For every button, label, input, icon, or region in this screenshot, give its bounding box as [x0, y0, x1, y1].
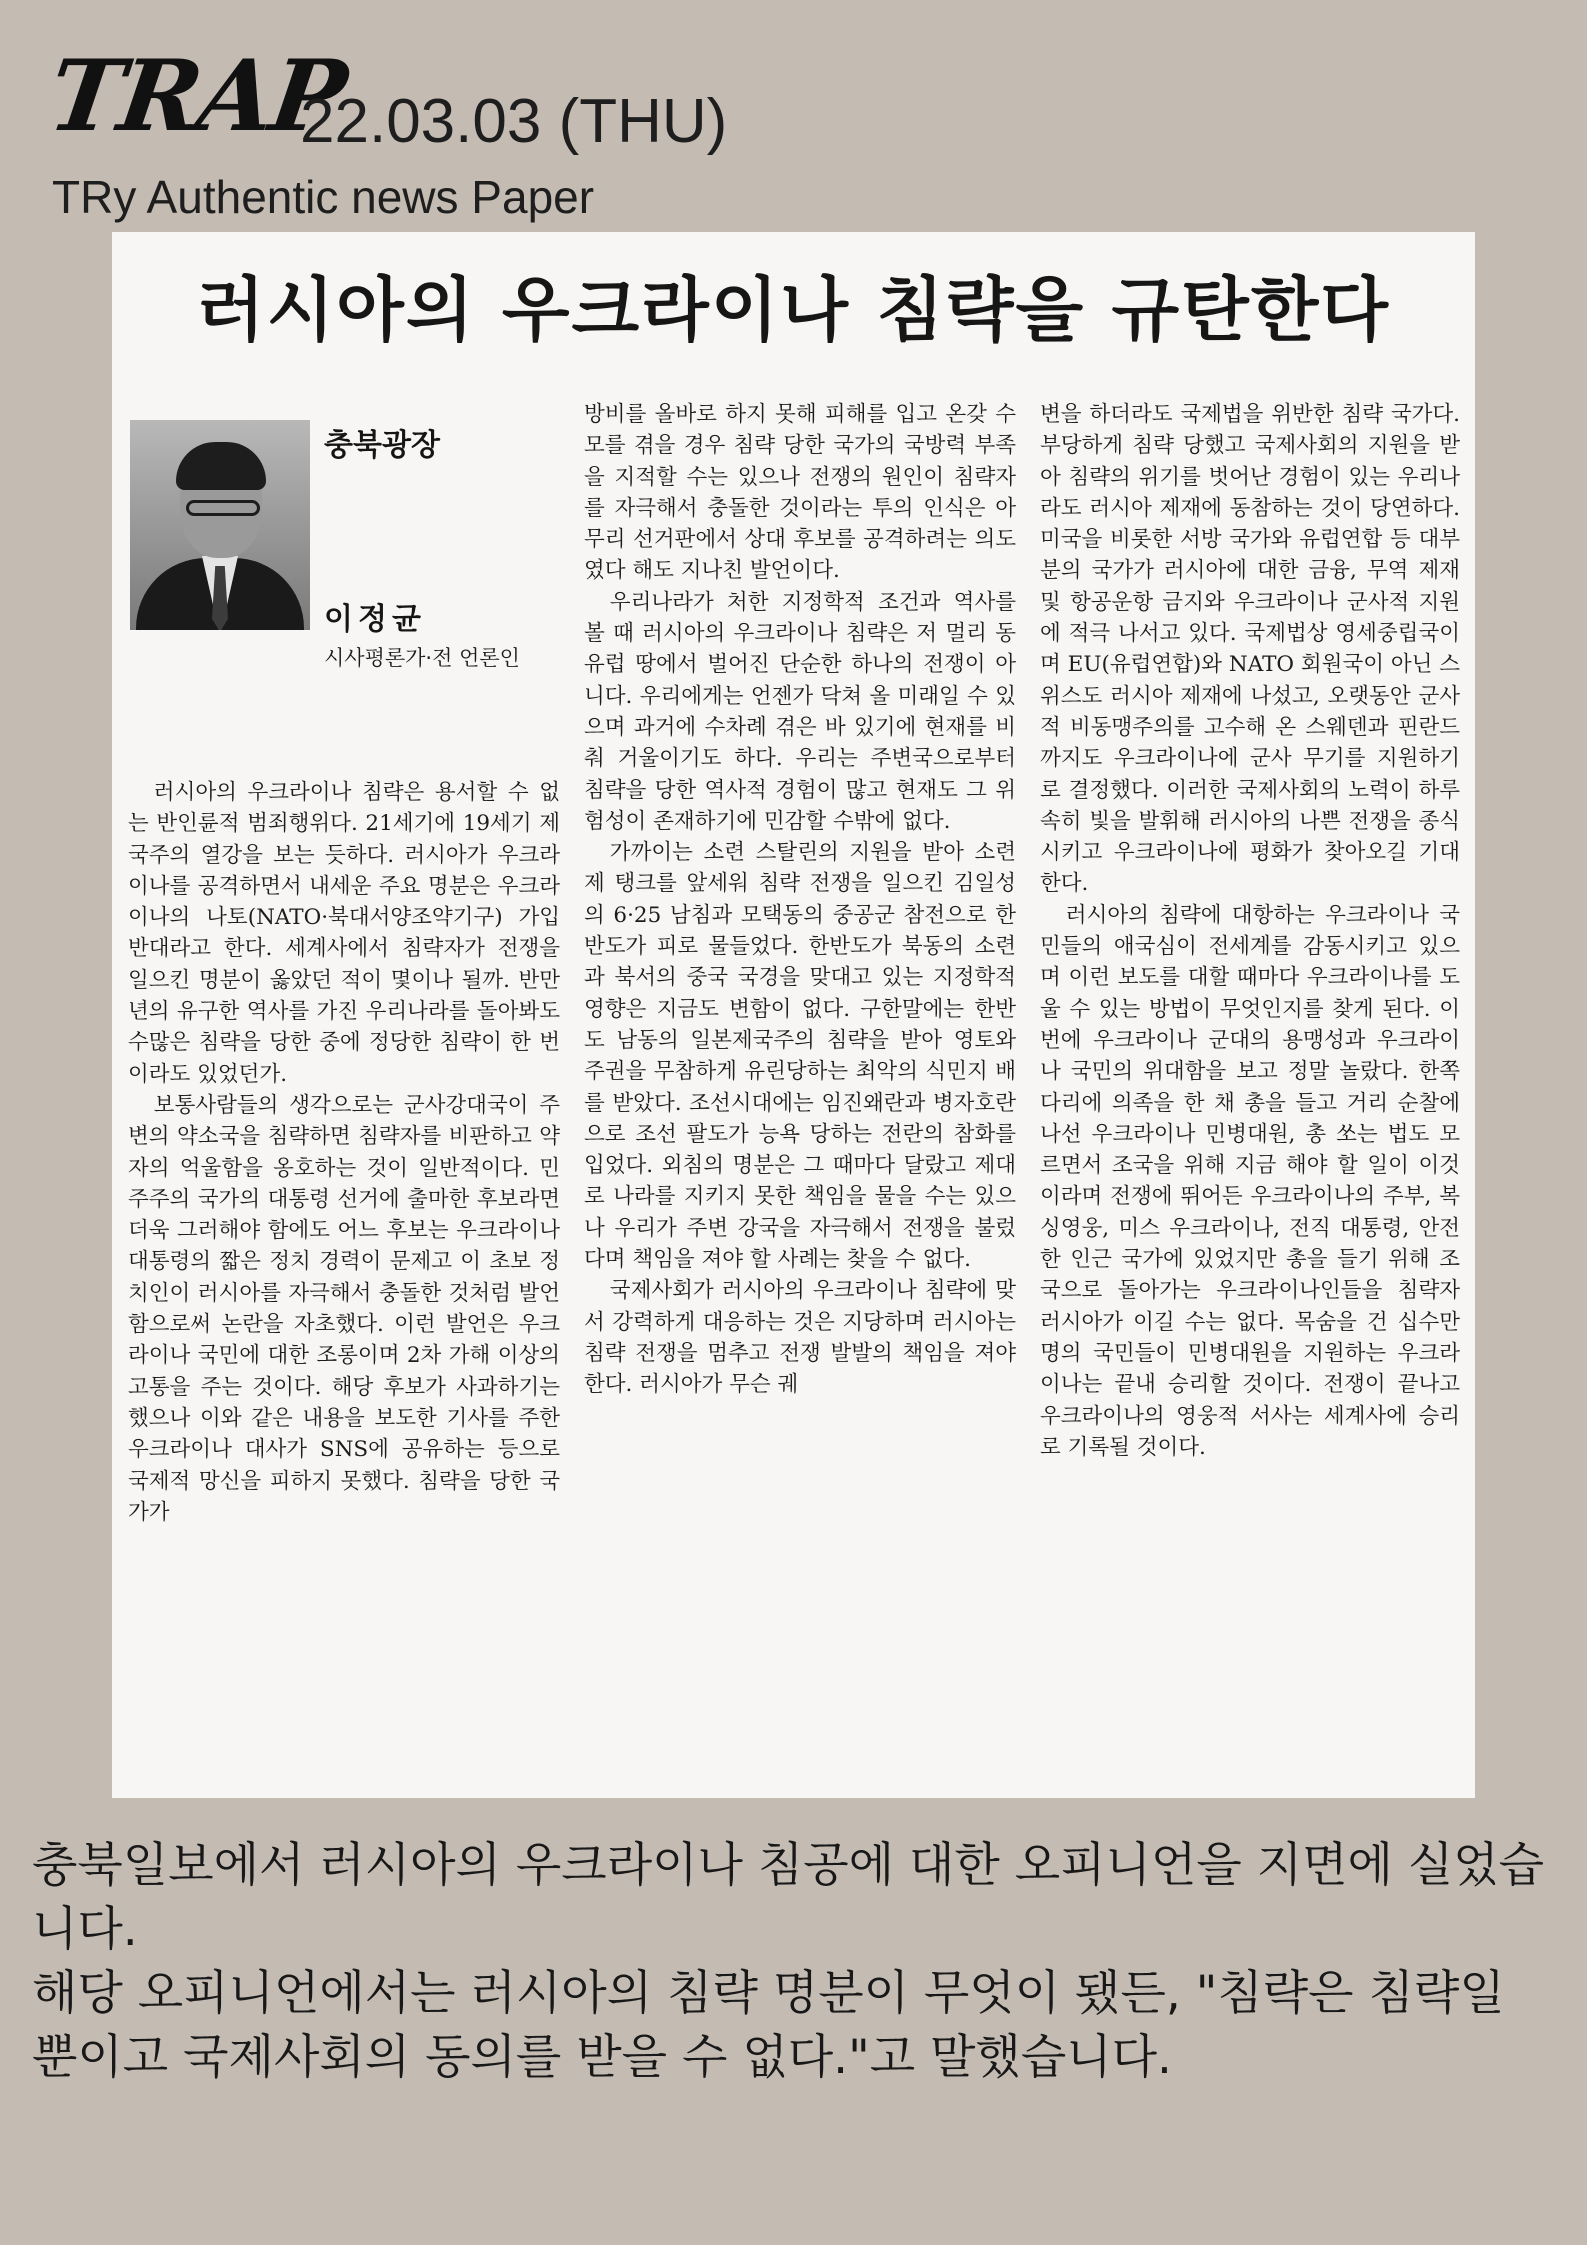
caption-line-2: 해당 오피니언에서는 러시아의 침략 명분이 무엇이 됐든, "침략은 침략일 뿐이고 국제사회의 동의를 받을 수 없다."고 말했습니다. [32, 1966, 1505, 2085]
paragraph: 보통사람들의 생각으로는 군사강대국이 주변의 약소국을 침략하면 침략자를 비판하고 약자의 억울함을 옹호하는 것이 일반적이다. 민주주의 국가의 대통령 선거에 출마한 후보라면 더욱 그러해야 함에도 어느 후보는 우크라이나 대통령의 짧은 정치 경력이 문제고 이 초보 정치인이 러시아를 자극해서 충돌한 것처럼 발언함으로써 논란을 자초했다. 이런 발언은 우크라이나 국민에 대한 조롱이며 2차 가해 이상의 고통을 주는 것이다. 해당 후보가 사과하기는 했으나 이와 같은 내용을 보도한 기사를 주한 우크라이나 대사가 SNS에 공유하는 등으로 국제적 망신을 피하지 못했다. 침략을 당한 국가가 [128, 1092, 560, 1525]
caption-line-1: 충북일보에서 러시아의 우크라이나 침공에 대한 오피니언을 지면에 실었습니다. [32, 1838, 1545, 1957]
author-role: 시사평론가·전 언론인 [324, 646, 520, 670]
photo-hair [176, 442, 266, 490]
paragraph: 방비를 올바로 하지 못해 피해를 입고 온갖 수모를 겪을 경우 침략 당한 국가의 국방력 부족을 지적할 수는 있으나 전쟁의 원인이 침략자를 자극해서 충돌한 것이라는 투의 인식은 아무리 선거판에서 상대 후보를 공격하려는 의도였다 해도 지나친 발언이다. [584, 402, 1016, 584]
trap-logo: TRAP [41, 39, 351, 154]
paragraph: 국제사회가 러시아의 우크라이나 침략에 맞서 강력하게 대응하는 것은 지당하며 러시아는 침략 전쟁을 멈추고 전쟁 발발의 책임을 져야 한다. 러시아가 무슨 궤 [584, 1278, 1016, 1398]
caption [32, 1834, 1562, 2090]
paragraph: 변을 하더라도 국제법을 위반한 침략 국가다. 부당하게 침략 당했고 국제사회의 지원을 받아 침략의 위기를 벗어난 경험이 있는 우리나라도 러시아 제재에 동참하는 것이 당연하다. 미국을 비롯한 서방 국가와 유럽연합 등 대부분의 국가가 러시아에 대한 금융, 무역 제재 및 항공운항 금지와 우크라이나 군사적 지원에 적극 나서고 있다. 국제법상 영세중립국이며 EU(유럽연합)와 NATO 회원국이 아닌 스위스도 러시아 제재에 나섰고, 오랫동안 군사적 비동맹주의를 고수해 온 스웨덴과 핀란드까지도 우크라이나에 군사 무기를 지원하기로 결정했다. 이러한 국제사회의 노력이 하루속히 빛을 발휘해 러시아의 나쁜 전쟁을 종식시키고 우크라이나에 평화가 찾아오길 기대한다. [1040, 402, 1460, 897]
author-name: 이정균 [324, 602, 426, 637]
paragraph: 가까이는 소련 스탈린의 지원을 받아 소련제 탱크를 앞세워 침략 전쟁을 일으킨 김일성의 6·25 남침과 모택동의 중공군 참전으로 한반도가 피로 물들었다. 한반도가 북동의 소련과 북서의 중국 국경을 맞대고 있는 지정학적 영향은 지금도 변함이 없다. 구한말에는 한반도 남동의 일본제국주의 침략을 받아 영토와 주권을 무참하게 유린당하는 최악의 식민지 배를 받았다. 조선시대에는 임진왜란과 병자호란으로 조선 팔도가 능욕 당하는 전란의 참화를 입었다. 외침의 명분은 그 때마다 달랐고 제대로 나라를 지키지 못한 책임을 물을 수는 있으나 우리가 주변 강국을 자극해서 전쟁을 불렀다며 책임을 져야 할 사례는 찾을 수 없다. [584, 840, 1016, 1273]
section-name: 충북광장 [324, 428, 440, 463]
article-column-3 [1040, 399, 1460, 1463]
tagline: TRy Authentic news Paper [52, 171, 595, 223]
paragraph: 러시아의 침략에 대항하는 우크라이나 국민들의 애국심이 전세계를 감동시키고 있으며 이런 보도를 대할 때마다 우크라이나를 도울 수 있는 방법이 무엇인지를 찾게 된다. 이번에 우크라이나 군대의 용맹성과 우크라이나 국민의 위대함을 보고 정말 놀랐다. 한쪽 다리에 의족을 한 채 총을 들고 거리 순찰에 나선 우크라이나 민병대원, 총 쏘는 법도 모르면서 조국을 위해 지금 해야 할 일이 이것이라며 전쟁에 뛰어든 우크라이나의 주부, 복싱영웅, 미스 우크라이나, 전직 대통령, 안전한 인근 국가에 있었지만 총을 들기 위해 조국으로 돌아가는 우크라이나인들을 침략자 러시아가 이길 수는 없다. 목숨을 건 십수만명의 국민들이 민병대원을 지원하는 우크라이나는 끝내 승리할 것이다. 전쟁이 끝나고 우크라이나의 영웅적 서사는 세계사에 승리로 기록될 것이다. [1040, 902, 1460, 1460]
author-photo [130, 420, 310, 630]
paragraph: 러시아의 우크라이나 침략은 용서할 수 없는 반인륜적 범죄행위다. 21세기에 19세기 제국주의 열강을 보는 듯하다. 러시아가 우크라이나를 공격하면서 내세운 주요 명분은 우크라이나의 나토(NATO·북대서양조약기구) 가입 반대라고 한다. 세계사에서 침략자가 전쟁을 일으킨 명분이 옳았던 적이 몇이나 될까. 반만년의 유구한 역사를 가진 우리나라를 돌아봐도 수많은 침략을 당한 중에 정당한 침략이 한 번이라도 있었던가. [128, 780, 560, 1087]
photo-glasses [186, 500, 260, 516]
paragraph: 우리나라가 처한 지정학적 조건과 역사를 볼 때 러시아의 우크라이나 침략은 저 멀리 동유럽 땅에서 벌어진 단순한 하나의 전쟁이 아니다. 우리에게는 언젠가 닥쳐 올 미래일 수 있으며 과거에 수차례 겪은 바 있기에 현재를 비춰 거울이기도 하다. 우리는 주변국으로부터 침략을 당한 역사적 경험이 많고 현재도 그 위험성이 존재하기에 민감할 수밖에 없다. [584, 589, 1016, 834]
article-column-2 [584, 399, 1016, 1401]
newspaper-clipping [112, 232, 1475, 1798]
article-column-1 [128, 777, 560, 1528]
article-headline: 러시아의 우크라이나 침략을 규탄한다 [196, 269, 1391, 351]
issue-date: 22.03.03 (THU) [300, 87, 728, 156]
